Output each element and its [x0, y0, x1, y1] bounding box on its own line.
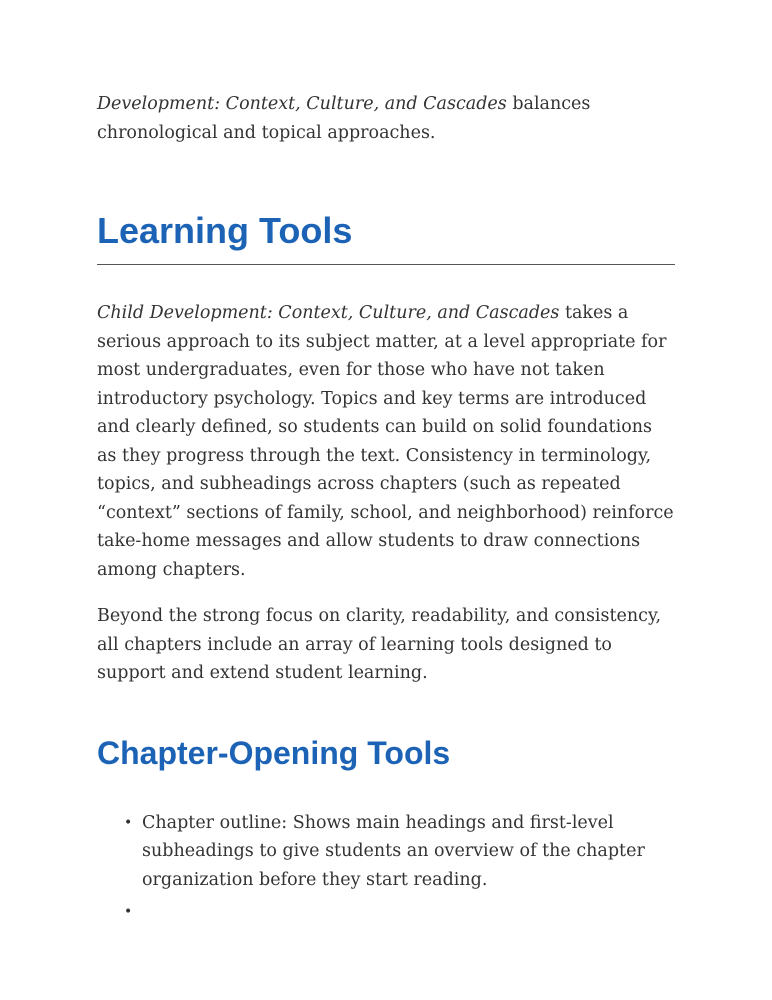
learning-tools-paragraph-2: Beyond the strong focus on clarity, readability, and consistency, all chapters include an array of learning tools designed to support and extend student learning.: [97, 606, 662, 683]
list-item: [124, 898, 675, 927]
chapter-opening-tools-list: [97, 809, 675, 927]
intro-paragraph: [97, 90, 675, 147]
list-item: [124, 809, 675, 895]
bullet-icon: •: [124, 904, 133, 920]
learning-tools-paragraph-1: [97, 299, 675, 584]
learning-tools-heading: Learning Tools: [97, 209, 675, 265]
intro-text: balances chronological and topical approaches.: [97, 94, 591, 143]
chapter-opening-tools-heading: Chapter-Opening Tools: [97, 734, 451, 771]
learning-tools-paragraph-1-text: takes a serious approach to its subject matter, at a level appropriate for most undergraduates, even for those who have not taken introductory psychology. Topics and key terms are introduced and clearly defined, so students can build on solid foundations as they progress through the text. Consistency in terminology, topics, and subheadings across chapters (such as repeated “context” sections of family, school, and neighborhood) reinforce take-home messages and allow students to draw connections among chapters.: [97, 303, 674, 580]
bullet-icon: •: [124, 814, 133, 831]
list-item-text: Chapter outline: Shows main headings and first-level subheadings to give students an overview of the chapter organization before they start reading.: [142, 812, 645, 890]
document-page: [97, 90, 675, 931]
intro-book-title: Development: Context, Culture, and Cascades: [97, 94, 507, 114]
book-title: Child Development: Context, Culture, and Cascades: [97, 303, 560, 323]
